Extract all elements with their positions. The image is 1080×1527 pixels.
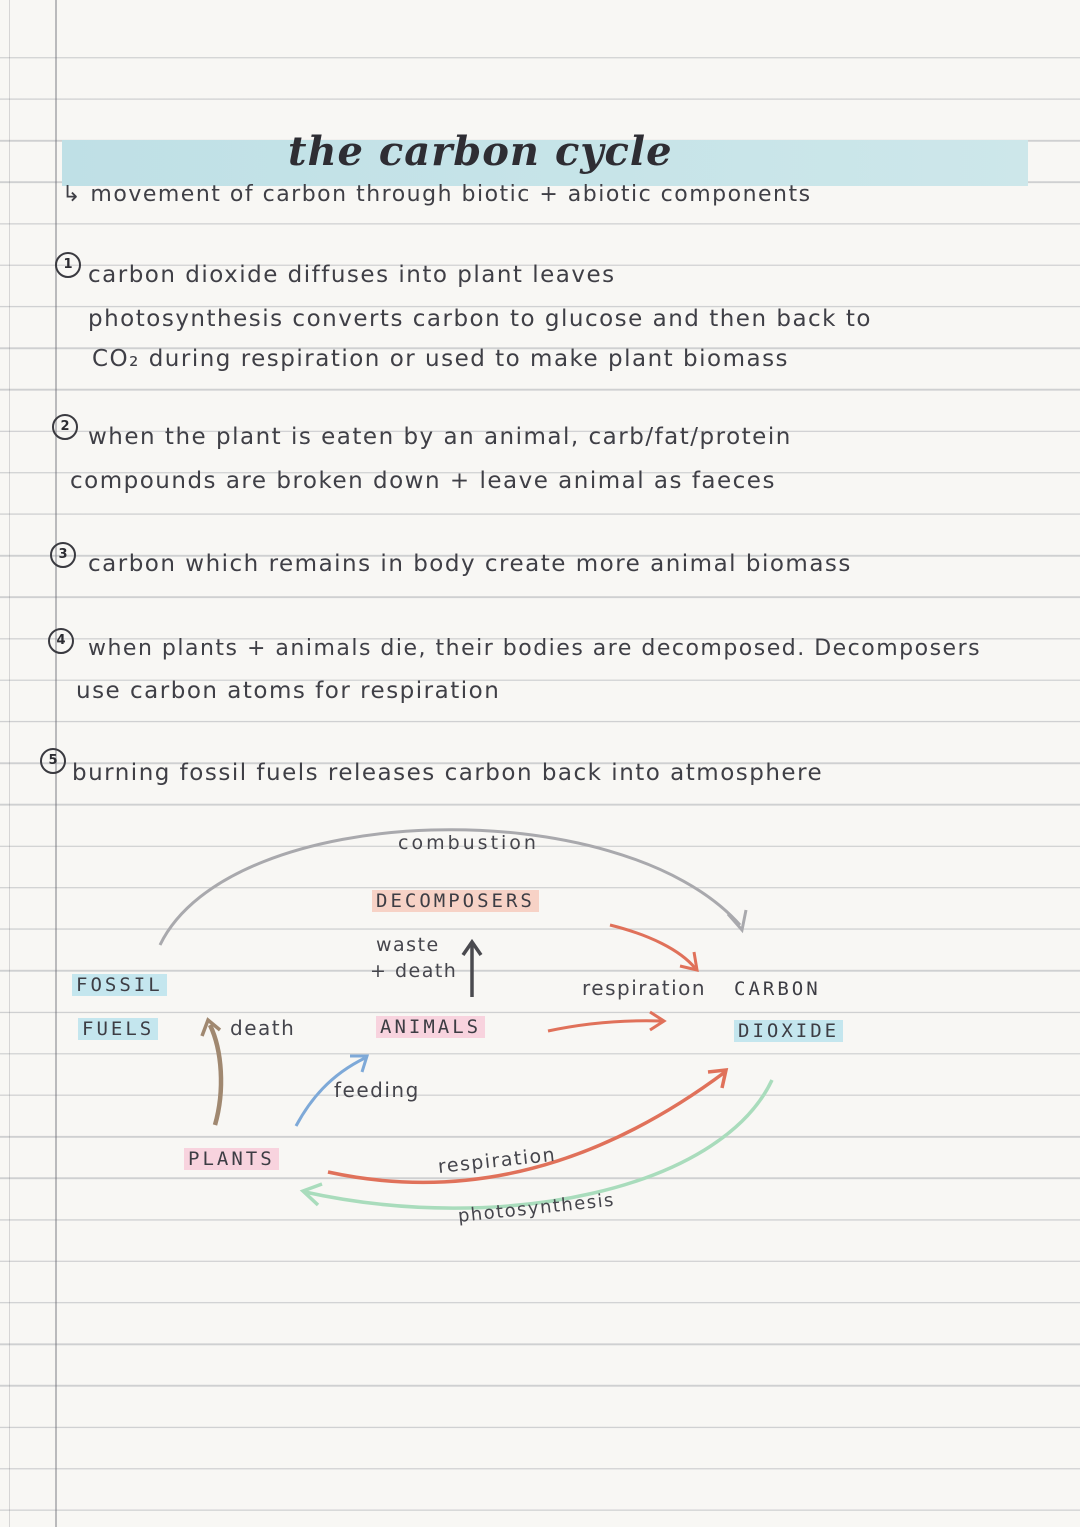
fuels-node: FUELS <box>78 1018 158 1040</box>
death-arrow <box>210 1025 221 1125</box>
feeding-label: feeding <box>334 1078 420 1102</box>
point-1-line-3: CO₂ during respiration or used to make plant biomass <box>92 346 790 372</box>
point-3-line-1: carbon which remains in body create more animal biomass <box>88 551 852 577</box>
point-number: 3 <box>50 542 76 568</box>
point-1-line-1: carbon dioxide diffuses into plant leaves <box>88 262 616 288</box>
waste-label: waste <box>376 934 440 956</box>
photosynthesis-label: photosynthesis <box>456 1189 616 1227</box>
animal-respiration-arrow <box>548 1021 662 1031</box>
point-2-line-1: when the plant is eaten by an animal, carb/fat/protein <box>88 424 792 450</box>
carbon-node: CARBON <box>734 978 821 1000</box>
point-number: 2 <box>52 414 78 440</box>
subtitle: ↳ movement of carbon through biotic + abiotic components <box>62 182 812 207</box>
point-number: 4 <box>48 628 74 654</box>
respiration-label-bottom: respiration <box>436 1143 558 1178</box>
decomposers-node: DECOMPOSERS <box>372 890 539 912</box>
point-4-line-1: when plants + animals die, their bodies are decomposed. Decomposers <box>88 636 982 661</box>
fossil-node: FOSSIL <box>72 974 167 996</box>
respiration-label-top: respiration <box>582 976 707 1000</box>
point-number: 1 <box>55 252 81 278</box>
animals-node: ANIMALS <box>376 1016 485 1038</box>
combustion-label: combustion <box>398 832 539 854</box>
page-title: the carbon cycle <box>288 128 673 175</box>
point-5-line-1: burning fossil fuels releases carbon back into atmosphere <box>72 760 824 786</box>
point-number: 5 <box>40 748 66 774</box>
point-2-line-2: compounds are broken down + leave animal as faeces <box>70 468 776 494</box>
plants-node: PLANTS <box>184 1148 279 1170</box>
point-4-line-2: use carbon atoms for respiration <box>76 678 501 704</box>
dioxide-node: DIOXIDE <box>734 1020 843 1042</box>
death-label-top: + death <box>370 960 458 982</box>
point-1-line-2: photosynthesis converts carbon to glucose and then back to <box>88 306 872 332</box>
death-label: death <box>230 1016 296 1040</box>
decomposer-respiration-arrow <box>610 925 695 968</box>
